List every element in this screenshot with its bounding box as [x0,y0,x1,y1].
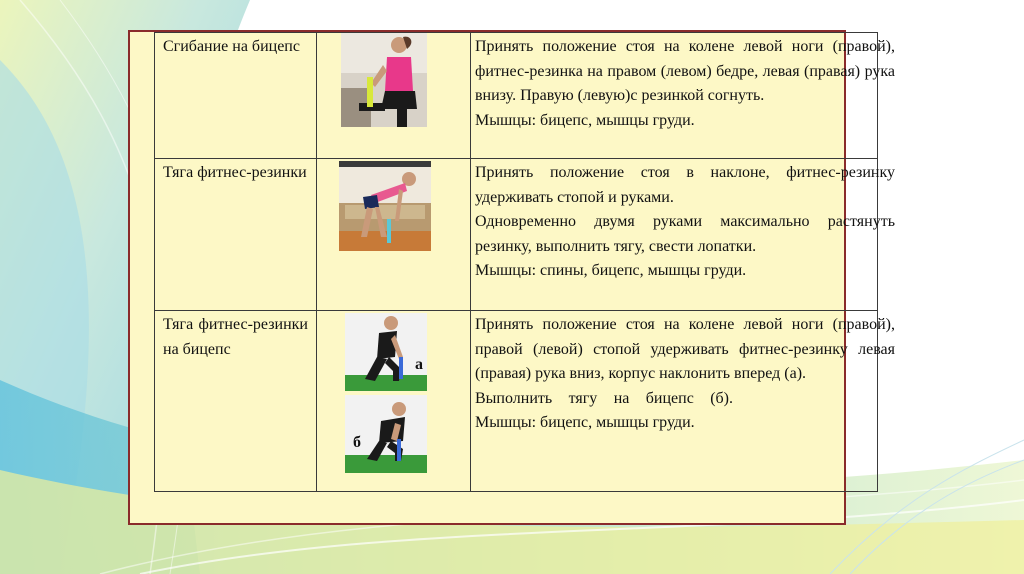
exercise-image-cell [317,159,471,311]
table-row [155,33,878,159]
exercise-description-text: Принять положение стоя на колене левой ноги (правой), правой (левой) стопой удерживать фитнес-резинку левая (правая) рука вниз, корпус наклонить вперед (а). [475,316,895,382]
exercise-name-cell [155,159,317,311]
woman-kneeling-row-photo-b-icon [345,395,427,473]
exercise-description-text: Одновременно двумя руками максимально растянуть резинку, выполнить тягу, свести лопатки. [475,213,895,255]
woman-bent-over-row-photo-icon [339,161,431,251]
exercise-table-frame [128,30,895,525]
exercise-description-cell [471,159,895,311]
photo-label-a: а [415,356,423,373]
exercise-description-text: Принять положение стоя в наклоне, фитнес-резинку удерживать стопой и руками. [475,164,895,206]
exercise-description-cell [471,33,895,159]
photo-label-b: б [353,434,361,451]
table-row [155,311,878,492]
woman-kneeling-row-photo-a-icon [345,313,427,391]
exercise-muscles-text: Мышцы: спины, бицепс, мышцы груди. [475,262,747,279]
exercise-name-cell [155,311,317,492]
exercise-description-text: Принять положение стоя на колене левой ноги (правой), фитнес-резинка на правом (левом) бедре, левая (правая) рука внизу. Правую (левую)с резинкой согнуть. [475,38,895,104]
exercise-image-cell [317,311,471,492]
exercise-muscles-text: Мышцы: бицепс, мышцы груди. [475,111,695,129]
exercise-description-cell [471,311,895,492]
exercise-name: Тяга фитнес-резинки на бицепс [163,316,308,358]
exercise-name: Сгибание на бицепс [163,38,300,55]
exercise-table [154,32,895,492]
exercise-image-cell [317,33,471,159]
woman-biceps-curl-photo-icon [341,33,427,127]
exercise-name: Тяга фитнес-резинки [163,164,307,181]
table-row [155,159,878,311]
exercise-muscles-text: Выполнить тягу на бицепс (б). Мышцы: бицепс, мышцы груди. [475,389,733,431]
exercise-name-cell [155,33,317,159]
